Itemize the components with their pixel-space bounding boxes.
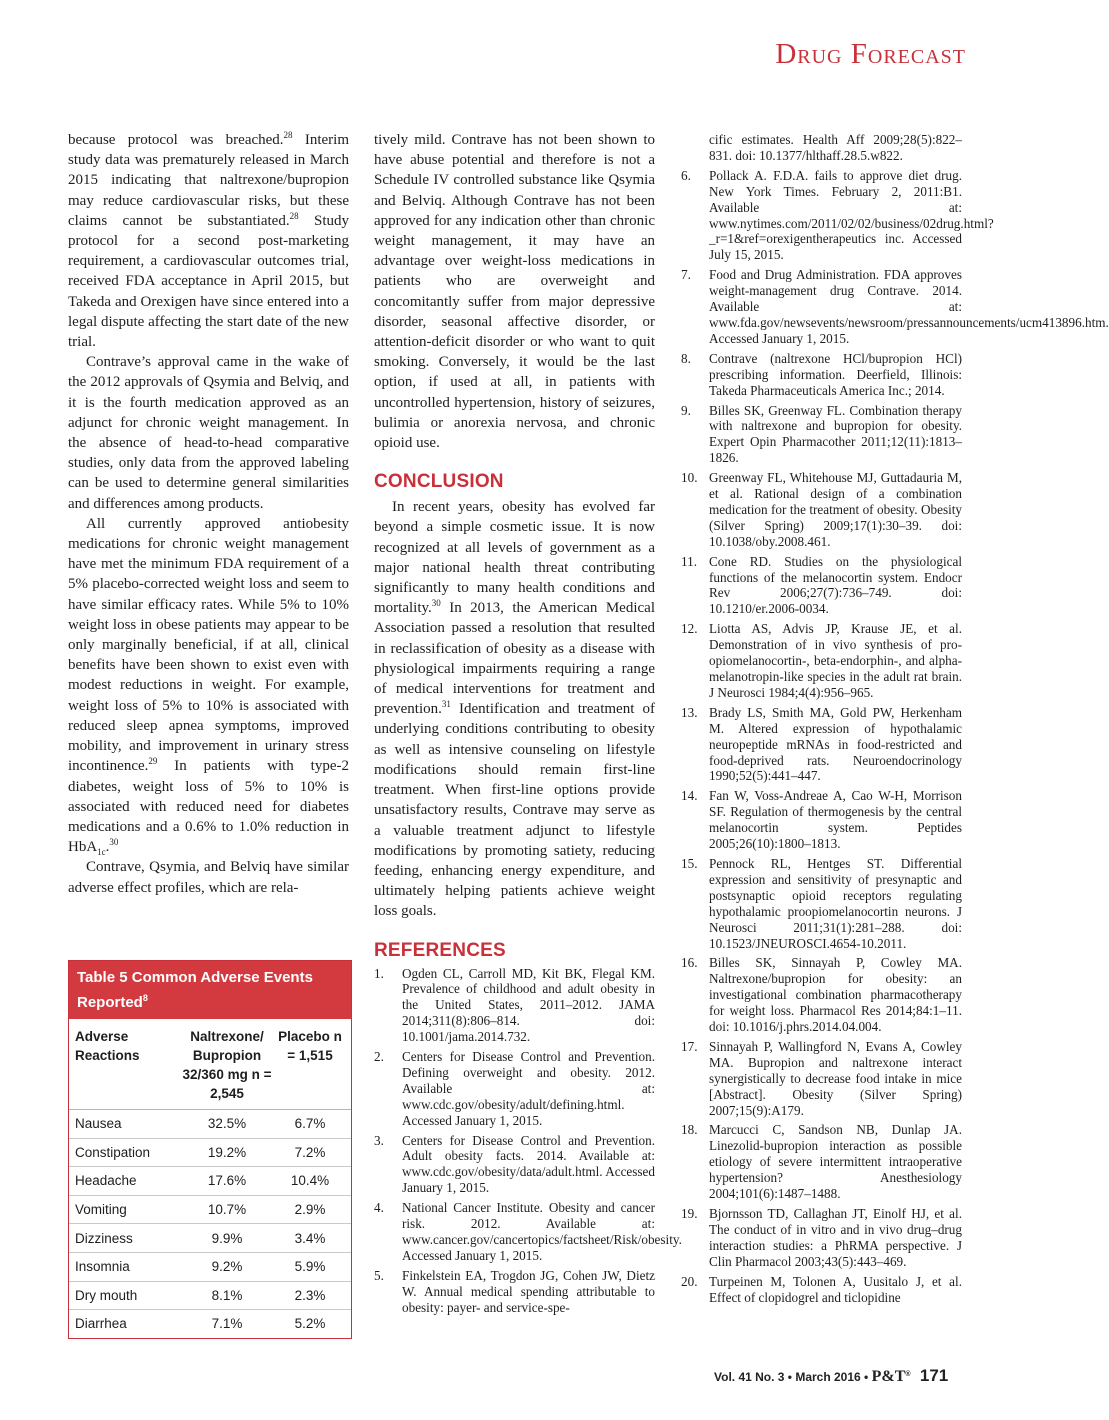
reference-text: Liotta AS, Advis JP, Krause JE, et al. Demonstration of in vivo synthesis of pro-opiomelanocortin-, beta-endorphin-, and alpha-melanotropin-like species in the adult rat brain. J Neurosci 1984;4(4):956–965. bbox=[709, 621, 962, 700]
reference-item bbox=[681, 856, 962, 951]
running-header: Drug Forecast bbox=[775, 38, 966, 70]
reference-text: National Cancer Institute. Obesity and cancer risk. 2012. Available at: www.cancer.gov/cancertopics/factsheet/Risk/obesity. Accessed January 1, 2015. bbox=[402, 1200, 682, 1263]
reference-number: 7. bbox=[681, 267, 691, 283]
column-header: Placebo n = 1,515 bbox=[278, 1029, 342, 1063]
reference-number: 2. bbox=[374, 1049, 384, 1065]
reference-item bbox=[681, 705, 962, 785]
reference-number: 11. bbox=[681, 553, 697, 569]
reference-text: Pollack A. F.D.A. fails to approve diet drug. New York Times. February 2, 2011:B1. Available at: www.nytimes.com/2011/02/02/business/02drug.html?_r=1&ref=orexigentherapeutics inc. Accessed July 15, 2015. bbox=[709, 167, 994, 263]
table-row bbox=[69, 1282, 351, 1311]
reference-text: Fan W, Voss-Andreae A, Cao W-H, Morrison SF. Regulation of thermogenesis by the central melanocortin system. Peptides 2005;26(10):1800–1813. bbox=[709, 788, 962, 852]
reference-text: Pennock RL, Hentges ST. Differential expression and sensitivity of presynaptic and postsynaptic opioid receptors regulating hypothalamic proopiomelanocortin neurons. J Neurosci 2011;31(1):281–288. doi: 10.1523/JNEUROSCI.4654-10.2011. bbox=[709, 855, 962, 951]
column-header: Naltrexone/ Bupropion 32/360 mg n = 2,545 bbox=[182, 1029, 272, 1101]
table-cell: 10.4% bbox=[290, 1173, 330, 1189]
table-cell: 6.7% bbox=[294, 1116, 326, 1132]
reference-number: 5. bbox=[374, 1267, 384, 1283]
journal-name: P&T bbox=[871, 1368, 906, 1385]
reference-number: 9. bbox=[681, 402, 691, 418]
table-row bbox=[69, 1167, 351, 1196]
table-row bbox=[69, 1253, 351, 1282]
table-cell: Dizziness bbox=[75, 1230, 133, 1246]
reference-item bbox=[681, 1039, 962, 1119]
reference-number: 12. bbox=[681, 621, 698, 637]
page-footer: Vol. 41 No. 3 • March 2016 • P&T® 171 bbox=[714, 1366, 949, 1385]
table-cell: Constipation bbox=[75, 1144, 151, 1160]
reference-item bbox=[681, 621, 962, 701]
column-header: Adverse Reactions bbox=[75, 1029, 140, 1063]
reference-item bbox=[681, 1274, 962, 1306]
table-cell: 2.9% bbox=[294, 1202, 326, 1218]
table-row bbox=[69, 1196, 351, 1225]
reference-text: Ogden CL, Carroll MD, Kit BK, Flegal KM. Prevalence of childhood and adult obesity in the United States, 2011–2012. JAMA 2014;311(8):806–814. doi: 10.1001/jama.2014.732. bbox=[402, 965, 655, 1045]
reference-item bbox=[681, 955, 962, 1035]
reference-item bbox=[374, 966, 655, 1046]
conclusion-heading: CONCLUSION bbox=[374, 471, 504, 493]
reference-number: 15. bbox=[681, 855, 698, 871]
table-row bbox=[69, 1224, 351, 1253]
paragraph: tively mild. Contrave has not been shown to have abuse potential and therefore is not a Schedule IV controlled substance like Qsymia and Belviq. Although Contrave has not been approved for any indication other than chronic weight management, it may have an advantage over weight-loss medications in patients who are overweight and concomitantly suffer from major depressive disorder, seasonal affective disorder, or attention-deficit disorder or who want to quit smoking. Conversely, it would be the last option, if used at all, in patients with uncontrolled hypertension, history of seizures, bulimia or anorexia nervosa, and chronic opioid use. bbox=[374, 132, 655, 452]
reference-number: 20. bbox=[681, 1273, 698, 1289]
reference-item bbox=[374, 1200, 682, 1264]
reference-item bbox=[681, 267, 1109, 347]
reference-continuation: cific estimates. Health Aff 2009;28(5):822–831. doi: 10.1377/hlthaff.28.5.w822. bbox=[709, 132, 962, 163]
reference-item bbox=[681, 1122, 962, 1202]
reference-text: Centers for Disease Control and Prevention. Defining overweight and obesity. 2012. Available at: www.cdc.gov/obesity/adult/defining.html. Accessed January 1, 2015. bbox=[402, 1049, 655, 1128]
column-3 bbox=[681, 130, 1109, 1309]
reference-item bbox=[681, 1206, 962, 1270]
reference-text: Sinnayah P, Wallingford N, Evans A, Cowley MA. Bupropion and naltrexone interact synergistically to decrease food intake in mice [Abstract]. Obesity (Silver Spring) 2007;15(9):A179. bbox=[709, 1038, 962, 1118]
reference-item bbox=[374, 1268, 655, 1316]
table-row bbox=[69, 1110, 351, 1139]
table-title: Table 5 Common Adverse Events Reported$^8$ bbox=[69, 961, 351, 1019]
table-cell: 32.5% bbox=[207, 1116, 247, 1132]
reference-number: 17. bbox=[681, 1038, 698, 1054]
reference-text: Cone RD. Studies on the physiological functions of the melanocortin system. Endocr Rev 2006;27(7):736–749. doi: 10.1210/er.2006-0034. bbox=[709, 553, 962, 617]
paragraph: because protocol was breached.$^{28}$ Interim study data was prematurely released in March 2015 indicating that naltrexone/bupropion may reduce cardiovascular risks, but these claims cannot be substantiated.$^{28}$ Study protocol for a second post-marketing requirement, a cardiovascular outcomes trial, received FDA acceptance in April 2015, but Takeda and Orexigen have since entered into a legal dispute affecting the start date of the new trial. bbox=[68, 130, 349, 351]
reference-item bbox=[681, 351, 962, 399]
table-cell: Headache bbox=[75, 1173, 137, 1189]
reference-text: Finkelstein EA, Trogdon JG, Cohen JW, Dietz W. Annual medical spending attributable to obesity: payer- and service-spe- bbox=[402, 1267, 655, 1315]
reference-item bbox=[374, 1133, 655, 1197]
table-cell: Nausea bbox=[75, 1116, 122, 1132]
table-cell: 5.9% bbox=[294, 1259, 326, 1275]
table-cell: 7.2% bbox=[294, 1144, 326, 1160]
reference-number: 16. bbox=[681, 955, 698, 971]
reference-number: 3. bbox=[374, 1132, 384, 1148]
column-1 bbox=[68, 130, 349, 898]
adverse-events-table bbox=[68, 960, 352, 1339]
reference-text: Bjornsson TD, Callaghan JT, Einolf HJ, et al. The conduct of in vitro and in vivo drug–drug interaction studies: a PhRMA perspective. J Clin Pharmacol 2003;43(5):443–469. bbox=[709, 1206, 962, 1269]
reference-text: Marcucci C, Sandson NB, Dunlap JA. Linezolid-bupropion interaction as possible etiology of severe intermittent intraoperative hypertension? Anesthesiology 2004;101(6):1487–1488. bbox=[709, 1122, 962, 1202]
table-cell: 5.2% bbox=[294, 1316, 326, 1332]
reference-number: 10. bbox=[681, 470, 698, 486]
reference-number: 19. bbox=[681, 1206, 698, 1221]
reference-text: Food and Drug Administration. FDA approves weight-management drug Contrave. 2014. Available at: www.fda.gov/newsevents/newsroom/pressannouncements/ucm413896.htm. Accessed January 1, 2015. bbox=[709, 267, 1109, 346]
reference-text: Billes SK, Sinnayah P, Cowley MA. Naltrexone/bupropion for obesity: an investigational combination pharmacotherapy for weight loss. Pharmacol Res 2014;84:1–11. doi: 10.1016/j.phrs.2014.04.004. bbox=[709, 955, 962, 1035]
paragraph: Contrave’s approval came in the wake of the 2012 approvals of Qsymia and Belviq, and it is the fourth medication approved as an adjunct for chronic weight management. In the absence of head-to-head comparative studies, only data from the approved labeling can be used to determine general similarities and differences among products. bbox=[68, 354, 349, 512]
reference-text: Greenway FL, Whitehouse MJ, Guttadauria M, et al. Rational design of a combination medication for the treatment of obesity. Obesity (Silver Spring) 2009;17(1):30–39. doi: 10.1038/oby.2008.461. bbox=[709, 470, 962, 549]
reference-number: 6. bbox=[681, 167, 691, 183]
reference-text: Turpeinen M, Tolonen A, Uusitalo J, et al. Effect of clopidogrel and ticlopidine bbox=[709, 1273, 962, 1305]
table-row bbox=[69, 1139, 351, 1168]
reference-number: 1. bbox=[374, 965, 384, 981]
table-cell: 17.6% bbox=[207, 1173, 247, 1189]
reference-text: Billes SK, Greenway FL. Combination therapy with naltrexone and bupropion for obesity. Expert Opin Pharmacother 2011;12(11):1813–1826. bbox=[709, 402, 962, 466]
table-cell: 3.4% bbox=[294, 1230, 326, 1246]
table-cell: 10.7% bbox=[207, 1202, 247, 1218]
paragraph: All currently approved antiobesity medications for chronic weight management have met the minimum FDA requirement of a 5% placebo-corrected weight loss and seem to have similar efficacy rates. While 5% to 10% weight loss in obese patients may appear to be only marginally beneficial, if at all, clinical benefits have been shown to exist even with modest reductions in weight. For example, weight loss of 5% to 10% is associated with reduced sleep apnea symptoms, improved mobility, and improvement in urinary stress incontinence.$^{29}$ In patients with type-2 diabetes, weight loss of 5% to 10% is associated with reduced need for diabetes medications and a 0.6% to 1.0% reduction in HbA$_{1c}$.$^{30}$ bbox=[68, 515, 349, 858]
column-2 bbox=[374, 130, 682, 1320]
reference-number: 8. bbox=[681, 350, 691, 366]
table-header-row bbox=[69, 1019, 351, 1110]
issue-info: Vol. 41 No. 3 • March 2016 • bbox=[714, 1370, 869, 1384]
reference-item bbox=[681, 403, 962, 467]
reference-item bbox=[681, 167, 994, 263]
reference-list bbox=[681, 167, 1109, 1306]
reference-item bbox=[681, 788, 962, 852]
reference-text: Brady LS, Smith MA, Gold PW, Herkenham M. Altered expression of hypothalamic neuropeptide mRNAs in food-restricted and food-deprived rats. Neuroendocrinology 1990;52(5):441–447. bbox=[709, 704, 962, 784]
reference-number: 13. bbox=[681, 704, 698, 720]
paragraph: Contrave, Qsymia, and Belviq have similar adverse effect profiles, which are rela- bbox=[68, 859, 349, 896]
table-cell: 8.1% bbox=[211, 1287, 243, 1303]
reference-list bbox=[374, 965, 682, 1316]
table-row bbox=[69, 1310, 351, 1338]
reference-number: 18. bbox=[681, 1122, 698, 1138]
table-cell: Dry mouth bbox=[75, 1287, 138, 1303]
references-heading: REFERENCES bbox=[374, 939, 506, 961]
table-cell: 7.1% bbox=[211, 1316, 243, 1332]
reference-item bbox=[681, 470, 962, 550]
table-cell: 2.3% bbox=[294, 1287, 326, 1303]
reference-number: 4. bbox=[374, 1200, 384, 1216]
table-cell: 9.2% bbox=[211, 1259, 243, 1275]
table-cell: Diarrhea bbox=[75, 1316, 127, 1332]
table-cell: 19.2% bbox=[207, 1144, 247, 1160]
reference-number: 14. bbox=[681, 788, 698, 804]
reference-text: Contrave (naltrexone HCl/bupropion HCl) prescribing information. Deerfield, Illinois: Takeda Pharmaceuticals America Inc.; 2014. bbox=[709, 350, 962, 398]
table-body bbox=[69, 1110, 351, 1338]
reference-item bbox=[374, 1049, 655, 1129]
table-cell: Insomnia bbox=[75, 1259, 130, 1275]
paragraph: In recent years, obesity has evolved far beyond a simple cosmetic issue. It is now recognized at all levels of government as a major national health threat contributing significantly to many health conditions and mortality.$^{30}$ In 2013, the American Medical Association passed a resolution that resulted in reclassification of obesity as a disease with physiological impairments requiring a range of medical interventions for treatment and prevention.$^{31}$ Identification and treatment of underlying conditions contributing to obesity as well as intensive counseling on lifestyle modifications should remain first-line treatment. When first-line options provide unsatisfactory results, Contrave may serve as a valuable treatment adjunct to lifestyle modifications by promoting satiety, reducing feeding, enhancing energy expenditure, and ultimately helping patients achieve weight loss goals. bbox=[374, 499, 655, 920]
reference-text: Centers for Disease Control and Prevention. Adult obesity facts. 2014. Available at: www.cdc.gov/obesity/data/adult.html. Accessed January 1, 2015. bbox=[402, 1132, 655, 1196]
table-cell: 9.9% bbox=[211, 1230, 243, 1246]
page-number: 171 bbox=[919, 1366, 949, 1385]
table-cell: Vomiting bbox=[75, 1202, 127, 1218]
reference-item bbox=[681, 554, 962, 618]
